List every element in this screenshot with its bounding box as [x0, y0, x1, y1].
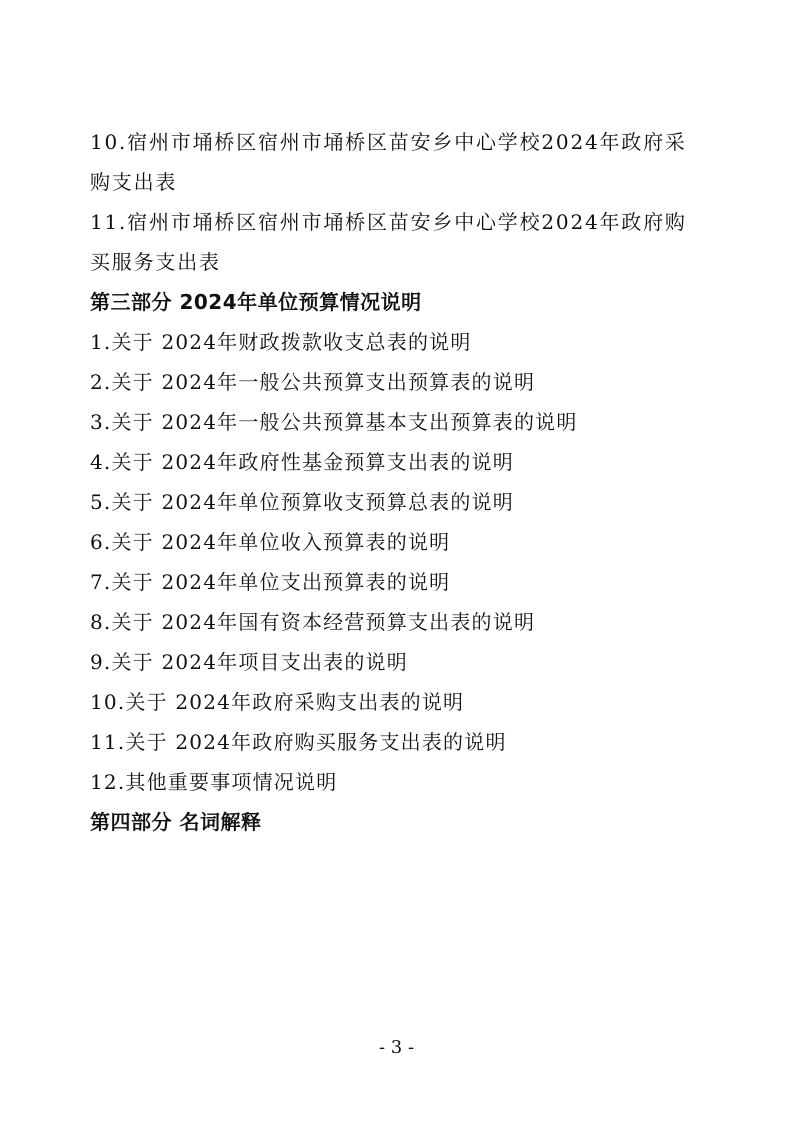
table-of-contents: [90, 122, 705, 842]
toc-item-explanation-10: 10.关于 2024年政府采购支出表的说明: [90, 690, 465, 714]
toc-item-explanation-6: 6.关于 2024年单位收入预算表的说明: [90, 530, 451, 554]
toc-item-explanation-9: 9.关于 2024年项目支出表的说明: [90, 650, 408, 674]
toc-item-procurement-table: 10.宿州市埇桥区宿州市埇桥区苗安乡中心学校2024年政府采购支出表: [90, 130, 687, 194]
toc-item-explanation-8: 8.关于 2024年国有资本经营预算支出表的说明: [90, 610, 536, 634]
toc-item-explanation-11: 11.关于 2024年政府购买服务支出表的说明: [90, 730, 507, 754]
section-heading-part-four: 第四部分 名词解释: [90, 810, 262, 834]
page-number: - 3 -: [378, 1037, 415, 1058]
toc-item-explanation-3: 3.关于 2024年一般公共预算基本支出预算表的说明: [90, 410, 578, 434]
toc-item-explanation-5: 5.关于 2024年单位预算收支预算总表的说明: [90, 490, 514, 514]
toc-item-purchase-services-table: 11.宿州市埇桥区宿州市埇桥区苗安乡中心学校2024年政府购买服务支出表: [90, 210, 687, 274]
toc-item-explanation-12: 12.其他重要事项情况说明: [90, 770, 338, 794]
toc-item-explanation-2: 2.关于 2024年一般公共预算支出预算表的说明: [90, 370, 536, 394]
section-heading-part-three: 第三部分 2024年单位预算情况说明: [90, 290, 422, 314]
toc-item-explanation-4: 4.关于 2024年政府性基金预算支出表的说明: [90, 450, 514, 474]
toc-item-explanation-1: 1.关于 2024年财政拨款收支总表的说明: [90, 330, 472, 354]
toc-item-explanation-7: 7.关于 2024年单位支出预算表的说明: [90, 570, 451, 594]
